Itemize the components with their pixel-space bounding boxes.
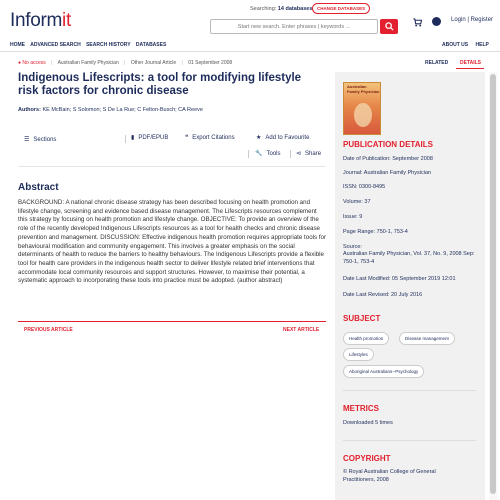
active-tab-indicator xyxy=(456,68,484,69)
article-title: Indigenous Lifescripts: a tool for modifying lifestyle risk factors for chronic disease xyxy=(18,72,302,97)
databases-count: 14 databases xyxy=(277,6,313,12)
metrics-heading: METRICS xyxy=(343,404,379,413)
details-sidebar xyxy=(335,72,485,500)
section-divider xyxy=(18,166,326,167)
publication-details-heading: PUBLICATION DETAILS xyxy=(343,140,433,149)
access-status: No access xyxy=(22,60,46,66)
share-label: Share xyxy=(305,151,322,157)
page-range-detail: Page Range: 750-1, 753-4 xyxy=(343,229,408,235)
authors xyxy=(18,107,203,113)
abstract-heading: Abstract xyxy=(18,182,59,193)
next-article-link[interactable]: NEXT ARTICLE xyxy=(283,327,320,333)
export-citations-button[interactable] xyxy=(185,134,235,141)
search-button[interactable] xyxy=(380,19,398,34)
date-last-modified: Date Last Modified: 05 September 2019 12:01 xyxy=(343,276,456,282)
searching-label: Searching: xyxy=(250,6,277,12)
authors-list: KE McBain; S Solomon; S De La Rue; C Felton-Busch; CA Reeve xyxy=(42,107,203,113)
logo-text-accent: it xyxy=(62,10,71,31)
copyright-heading: COPYRIGHT xyxy=(343,454,391,463)
user-icon[interactable] xyxy=(432,17,441,26)
divider xyxy=(290,150,291,158)
nav-search-history[interactable]: SEARCH HISTORY xyxy=(86,42,131,48)
lock-icon: ● xyxy=(18,60,22,66)
download-count: Downloaded 5 times xyxy=(343,420,393,426)
date-of-publication: Date of Publication: September 2008 xyxy=(343,156,433,162)
sidebar-scrollbar-thumb[interactable] xyxy=(490,74,496,494)
subject-heading: SUBJECT xyxy=(343,314,381,323)
divider xyxy=(248,150,249,158)
export-label: Export Citations xyxy=(192,135,235,141)
cart-icon[interactable] xyxy=(413,18,422,27)
add-to-favourite-button[interactable] xyxy=(256,134,309,141)
pagination-divider xyxy=(18,321,326,322)
secondary-nav xyxy=(442,42,495,48)
main-nav xyxy=(10,42,170,48)
share-button[interactable] xyxy=(296,150,321,157)
source-detail: Australian Family Physician, Vol. 37, No. 9, 2008 Sep: 750-1, 753-4 xyxy=(343,251,475,265)
sidebar-divider xyxy=(343,440,476,441)
previous-article-link[interactable]: PREVIOUS ARTICLE xyxy=(24,327,73,333)
cover-title: Australian Family Physician xyxy=(347,84,380,94)
pdf-epub-button[interactable] xyxy=(131,134,168,141)
subject-chip[interactable]: Aboriginal Australians--Psychology xyxy=(343,365,424,378)
journal-cover-image[interactable] xyxy=(343,82,381,135)
source-label: Source: xyxy=(343,244,362,250)
tab-related[interactable]: RELATED xyxy=(425,60,449,66)
nav-about-us[interactable]: ABOUT US xyxy=(442,42,469,48)
sections-button[interactable] xyxy=(24,136,56,143)
list-icon: ☰ xyxy=(24,137,30,143)
volume-detail: Volume: 37 xyxy=(343,199,371,205)
copyright-text: © Royal Australian College of General Practitioners, 2008 xyxy=(343,469,436,483)
tools-button[interactable] xyxy=(255,150,281,157)
article-meta: ● No access | Australian Family Physician | Other Journal Article | 01 September 2008 xyxy=(18,60,233,66)
divider xyxy=(125,135,126,143)
share-icon: ⊲ xyxy=(296,151,302,157)
favourite-label: Add to Favourite xyxy=(265,135,310,141)
journal-name[interactable]: Australian Family Physician xyxy=(57,60,119,66)
issue-detail: Issue: 9 xyxy=(343,214,363,220)
cover-illustration xyxy=(354,103,372,127)
informit-logo[interactable] xyxy=(10,10,71,32)
subject-chip[interactable]: Lifestyles xyxy=(343,348,374,361)
journal-detail: Journal: Australian Family Physician xyxy=(343,170,432,176)
login-register-link[interactable]: Login | Register xyxy=(451,17,493,23)
nav-advanced-search[interactable]: ADVANCED SEARCH xyxy=(30,42,81,48)
searching-databases-info xyxy=(250,6,312,12)
nav-home[interactable]: HOME xyxy=(10,42,25,48)
quote-icon: ❝ xyxy=(185,135,189,141)
nav-help[interactable]: HELP xyxy=(475,42,489,48)
issn-detail: ISSN: 0300-8495 xyxy=(343,184,386,190)
search-icon xyxy=(385,22,394,31)
subject-chip[interactable]: Health promotion xyxy=(343,332,389,345)
change-databases-button[interactable]: CHANGE DATABASES xyxy=(312,3,370,14)
tab-details[interactable]: DETAILS xyxy=(460,60,482,66)
sidebar-divider xyxy=(343,390,476,391)
tools-label: Tools xyxy=(266,151,281,157)
wrench-icon: 🔧 xyxy=(255,151,263,157)
search-input[interactable]: Start new search. Enter phrases | keywords ... xyxy=(210,19,378,34)
article-type: Other Journal Article xyxy=(130,60,177,66)
pdf-label: PDF/EPUB xyxy=(138,135,169,141)
date-last-revised: Date Last Revised: 20 July 2016 xyxy=(343,292,423,298)
abstract-text: BACKGROUND: A national chronic disease strategy has been described focusing on health promotion and lifestyle change, screening and evidence based disease management. The Lifescripts resources complement this strategy by focusing on health promotion and lifestyle change. OBJECTIVE: To provide an overview of the role of the recently developed Indigenous Lifescripts resources as a tool for health checks and chronic disease prevention and management. DISCUSSION: Effective indigenous health promotion requires appropriate tools for behavioural modification and community engagement. This involves a greater emphasis on the social determinants of health to reduce the barriers to healthy behaviours. The Indigenous Lifescripts provide a flexible tool for health care providers in the indigenous health sector to deliver lifestyle related brief interventions that accommodate local community resources and support structures. However, to maximise their potential, a systematic approach to incorporating these tools into practice must be adopted. (author abstract) xyxy=(18,199,327,285)
article-date: 01 September 2008 xyxy=(188,60,233,66)
authors-label: Authors: xyxy=(18,107,41,113)
document-icon: ▮ xyxy=(131,135,135,141)
star-icon: ★ xyxy=(256,135,262,141)
logo-text: Inform xyxy=(10,10,63,31)
subject-chip[interactable]: Disease management xyxy=(399,332,455,345)
nav-databases[interactable]: DATABASES xyxy=(135,42,167,48)
sections-label: Sections xyxy=(33,137,57,143)
header-divider xyxy=(0,51,500,52)
